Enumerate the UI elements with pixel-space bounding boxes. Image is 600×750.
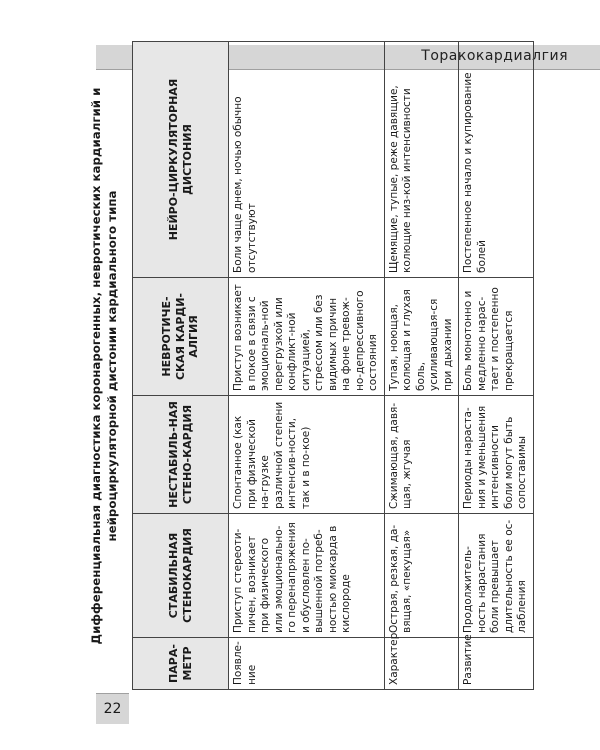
table-cell: Щемящие, тупые, реже давящие, колющие низ-кой интенсивности <box>384 42 459 278</box>
table-cell: Боль монотонно и медленно нарас-тает и постепенно прекращается <box>459 278 534 396</box>
table-cell: Спонтанное (как при физической на-грузке различной степени интенсив-ности, так и в по-кое) <box>229 396 385 514</box>
table-cell: Острая, резкая, да-вящая, «пекущая» <box>384 514 459 638</box>
row-label-development: Развитие <box>459 638 534 690</box>
column-header-unstable-angina: НЕСТАБИЛЬ-НАЯ СТЕНО-КАРДИЯ <box>133 396 229 514</box>
table-cell: Продолжитель-ность нарастания боли превышает длительность ее ос-лабления <box>459 514 534 638</box>
table-cell: Постепенное начало и купирование болей <box>459 42 534 278</box>
column-header-neurotic-cardialgia: НЕВРОТИЧЕ-СКАЯ КАРДИ-АЛГИЯ <box>133 278 229 396</box>
column-header-parameter: ПАРА-МЕТР <box>133 638 229 690</box>
table-header-row <box>133 42 229 690</box>
table-row <box>459 42 534 690</box>
row-label-onset: Появле-ние <box>229 638 385 690</box>
table-caption: Дифференциальная диагностика коронарогенных, невротических кардиалгий и нейроциркуляторной дистонии кардиального типа <box>89 87 119 645</box>
column-header-ncd: НЕЙРО-ЦИРКУЛЯТОРНАЯ ДИСТОНИЯ <box>133 42 229 278</box>
table-cell: Периоды нараста-ния и уменьшения интенсивности боли могут быть сопоставимы <box>459 396 534 514</box>
page-number-tab <box>96 693 129 724</box>
running-header-title: Торакокардиалгия <box>421 48 568 64</box>
table-cell: Приступ стереоти-пичен, возникает при физического или эмоционально-го перенапряжения и обусловлен по-вышенной потреб-ностью миокарда в кислороде <box>229 514 385 638</box>
table-row <box>384 42 459 690</box>
table-cell: Тупая, ноющая, колющая и глухая боль, усиливающая-ся при дыхании <box>384 278 459 396</box>
table-cell: Боли чаще днем, ночью обычно отсутствуют <box>229 42 385 278</box>
table-cell: Приступ возникает в покое в связи с эмоциональ-ной перегрузкой или конфликт-ной ситуацией, стрессом или без видимых причин на фоне тревож-но-депрессивного состояния <box>229 278 385 396</box>
page-number: 22 <box>103 701 122 717</box>
table-row <box>229 42 385 690</box>
table-cell: Сжимающая, давя-щая, жгучая <box>384 396 459 514</box>
column-header-stable-angina: СТАБИЛЬНАЯ СТЕНОКАРДИЯ <box>133 514 229 638</box>
row-label-character: Характер <box>384 638 459 690</box>
diagnosis-table <box>132 41 534 690</box>
